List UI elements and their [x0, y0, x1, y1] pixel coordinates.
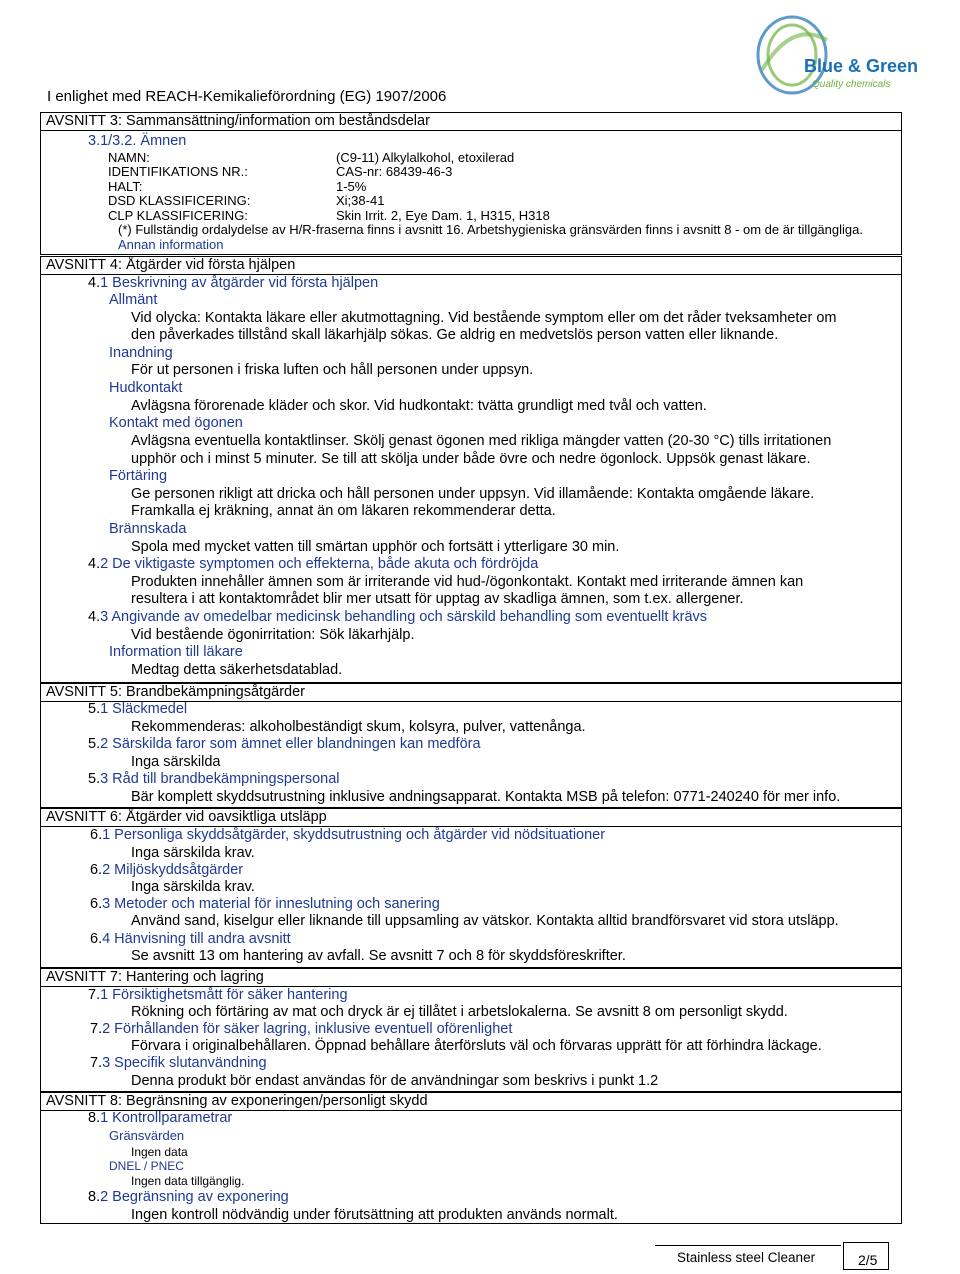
s7-1-line-1: Rökning och förtäring av mat och dryck är ej tillåtet i arbetslokalerna. Se avsnitt 8 om personligt skydd. [131, 1004, 788, 1020]
s6-4-line-1: Se avsnitt 13 om hantering av avfall. Se avsnitt 7 och 8 för skyddsföreskrifter. [131, 948, 626, 964]
page-number: 2/5 [858, 1252, 878, 1268]
s8-1-heading: 8.1 Kontrollparametrar [88, 1110, 233, 1126]
s3-value-name: (C9-11) Alkylalkohol, etoxilerad [336, 150, 515, 165]
section-3-title: AVSNITT 3: Sammansättning/information om beståndsdelar [41, 113, 901, 131]
footer-divider [655, 1245, 841, 1246]
s7-2-line-1: Förvara i originalbehållaren. Öppnad behållare återförsluts väl och förvaras upprätt för att förhindra läckage. [131, 1038, 822, 1054]
s8-2-heading: 8.2 Begränsning av exponering [88, 1189, 289, 1205]
s3-other-info: Annan information [118, 237, 224, 252]
s4-inandning-heading: Inandning [109, 345, 173, 361]
s4-fortaring-line-2: Framkalla ej kräkning, annat än om läkaren rekommenderar detta. [131, 503, 556, 519]
s4-fortaring-line-1: Ge personen rikligt att dricka och håll personen under uppsyn. Vid illamående: Kontakta omgående läkare. [131, 486, 815, 502]
logo-subtext: Quality chemicals [812, 79, 891, 90]
section-7-title: AVSNITT 7: Hantering och lagring [41, 969, 901, 987]
s4-brannskada-line-1: Spola med mycket vatten till smärtan upphör och fortsätt i ytterligare 30 min. [131, 539, 620, 555]
s6-3-line-1: Använd sand, kiselgur eller liknande till uppsamling av vätskor. Kontakta alltid brandförsvaret vid stora utsläpp. [131, 913, 839, 929]
s8-gransvarden-line-1: Ingen data [131, 1145, 188, 1159]
s8-dnel-line-1: Ingen data tillgänglig. [131, 1174, 245, 1188]
s4-2-line-2: resultera i att kontaktområdet blir mer utsatt för upptag av skadliga ämnen, som t.ex. allergener. [131, 591, 744, 607]
s8-2-line-1: Ingen kontroll nödvändig under förutsättning att produkten används normalt. [131, 1207, 618, 1223]
s6-3-heading: 6.3 Metoder och material för inneslutning och sanering [90, 896, 440, 912]
section-5-title: AVSNITT 5: Brandbekämpningsåtgärder [41, 684, 901, 702]
s3-label-clp: CLP KLASSIFICERING: [108, 208, 248, 223]
s4-ogon-heading: Kontakt med ögonen [109, 415, 243, 431]
s5-3-heading: 5.3 Råd till brandbekämpningspersonal [88, 771, 340, 787]
s3-note: (*) Fullständig ordalydelse av H/R-fraserna finns i avsnitt 16. Arbetshygieniska gränsvärden finns i avsnitt 8 - om de är tillgängliga. [118, 222, 863, 237]
section-4-title: AVSNITT 4: Åtgärder vid första hjälpen [41, 257, 901, 275]
s5-1-line-1: Rekommenderas: alkoholbeständigt skum, kolsyra, pulver, vattenånga. [131, 719, 586, 735]
s3-value-clp: Skin Irrit. 2, Eye Dam. 1, H315, H318 [336, 208, 550, 223]
regulation-header: I enlighet med REACH-Kemikalieförordning (EG) 1907/2006 [47, 88, 447, 105]
s3-label-name: NAMN: [108, 150, 150, 165]
s6-2-heading: 6.2 Miljöskyddsåtgärder [90, 862, 244, 878]
s4-1-heading: 4.1 Beskrivning av åtgärder vid första hjälpen [88, 275, 379, 291]
s4-hud-line-1: Avlägsna förorenade kläder och skor. Vid hudkontakt: tvätta grundligt med tvål och vatten. [131, 398, 707, 414]
s4-2-line-1: Produkten innehåller ämnen som är irriterande vid hud-/ögonkontakt. Kontakt med irriterande ämnen kan [131, 574, 804, 590]
s8-dnel-heading: DNEL / PNEC [109, 1159, 184, 1173]
s7-2-heading: 7.2 Förhållanden för säker lagring, inklusive eventuell oförenlighet [90, 1021, 513, 1037]
s4-fortaring-heading: Förtäring [109, 468, 168, 484]
s4-inandning-line-1: För ut personen i friska luften och håll personen under uppsyn. [131, 362, 534, 378]
s5-2-line-1: Inga särskilda [131, 754, 221, 770]
s7-3-line-1: Denna produkt bör endast användas för de användningar som beskrivs i punkt 1.2 [131, 1073, 659, 1089]
s3-label-halt: HALT: [108, 179, 143, 194]
s3-value-id: CAS-nr: 68439-46-3 [336, 164, 453, 179]
s4-3-heading: 4.3 Angivande av omedelbar medicinsk behandling och särskild behandling som eventuellt krävs [88, 609, 708, 625]
footer-product-name: Stainless steel Cleaner [677, 1250, 816, 1265]
s7-3-heading: 7.3 Specifik slutanvändning [90, 1055, 267, 1071]
s5-2-heading: 5.2 Särskilda faror som ämnet eller blandningen kan medföra [88, 736, 481, 752]
s4-3-line-1: Vid bestående ögonirritation: Sök läkarhjälp. [131, 627, 415, 643]
s6-4-heading: 6.4 Hänvisning till andra avsnitt [90, 931, 291, 947]
company-logo [752, 0, 960, 100]
s3-label-dsd: DSD KLASSIFICERING: [108, 193, 251, 208]
s4-allmant-line-1: Vid olycka: Kontakta läkare eller akutmottagning. Vid bestående symptom eller om det råder tveksamheter om [131, 310, 837, 326]
s3-subheading: 3.1/3.2. Ämnen [88, 133, 187, 149]
s4-brannskada-heading: Brännskada [109, 521, 187, 537]
s4-allmant-line-2: den påverkades tillstånd skall läkarhjälp sökas. Ge aldrig en medvetslös person vatten eller liknande. [131, 327, 779, 343]
s4-info-lakare-line-1: Medtag detta säkerhetsdatablad. [131, 662, 343, 678]
s3-value-dsd: Xi;38-41 [336, 193, 385, 208]
s4-ogon-line-1: Avlägsna eventuella kontaktlinser. Skölj genast ögonen med rikliga mängder vatten (20-30 °C) tills irritationen [131, 433, 832, 449]
s7-1-heading: 7.1 Försiktighetsmått för säker hantering [88, 987, 348, 1003]
s4-ogon-line-2: upphör och i minst 5 minuter. Se till att skölja under både övre och nedre ögonlock. Uppsök genast läkare. [131, 451, 811, 467]
s3-label-id: IDENTIFIKATIONS NR.: [108, 164, 248, 179]
s6-2-line-1: Inga särskilda krav. [131, 879, 255, 895]
s5-3-line-1: Bär komplett skyddsutrustning inklusive andningsapparat. Kontakta MSB på telefon: 0771-240240 för mer info. [131, 789, 841, 805]
s4-2-heading: 4.2 De viktigaste symptomen och effekterna, både akuta och fördröjda [88, 556, 539, 572]
s8-gransvarden-heading: Gränsvärden [109, 1128, 185, 1143]
logo-text: Blue & Green [804, 56, 919, 76]
section-6-title: AVSNITT 6: Åtgärder vid oavsiktliga utsläpp [41, 809, 901, 827]
s3-value-halt: 1-5% [336, 179, 367, 194]
s6-1-line-1: Inga särskilda krav. [131, 845, 255, 861]
s4-allmant-heading: Allmänt [109, 292, 158, 308]
s4-info-lakare-heading: Information till läkare [109, 644, 243, 660]
section-8-title: AVSNITT 8: Begränsning av exponeringen/personligt skydd [41, 1093, 901, 1111]
s5-1-heading: 5.1 Släckmedel [88, 701, 188, 717]
s4-hud-heading: Hudkontakt [109, 380, 183, 396]
s6-1-heading: 6.1 Personliga skyddsåtgärder, skyddsutrustning och åtgärder vid nödsituationer [90, 827, 606, 843]
